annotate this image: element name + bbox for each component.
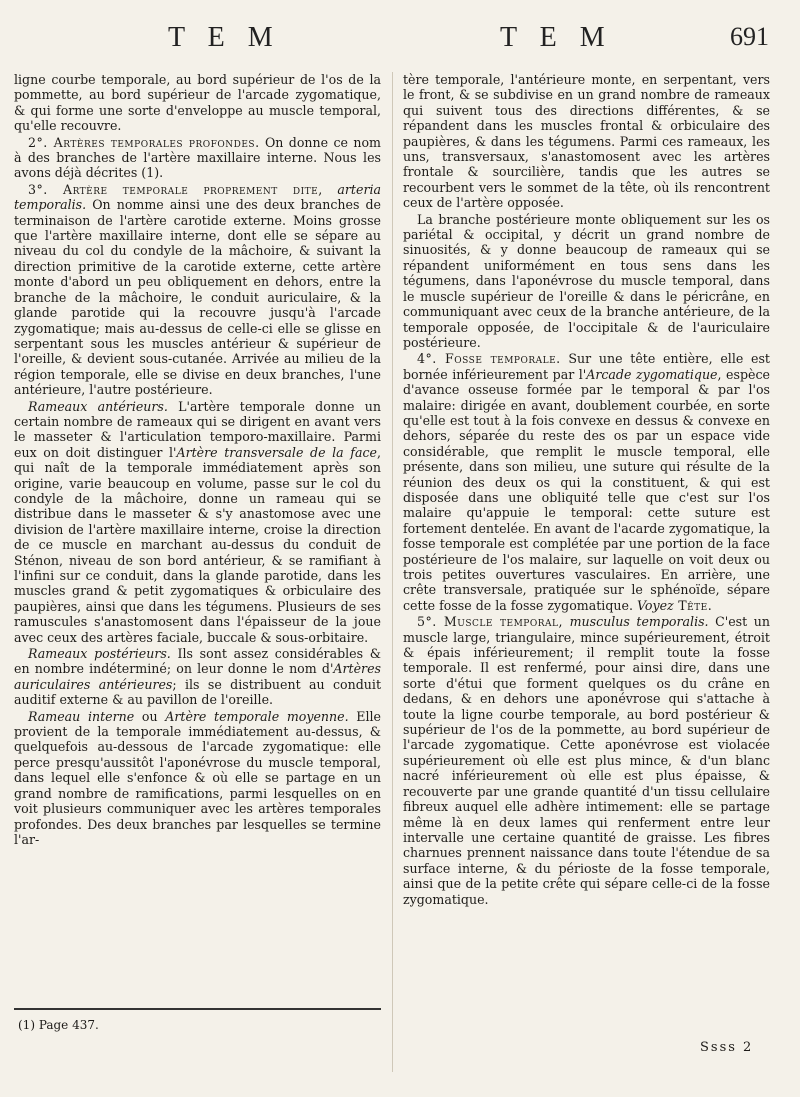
- footnote-rule: [14, 1008, 381, 1010]
- paragraph: 5°. Muscle temporal, musculus temporalis. C'est un muscle large, triangulaire, mince supérieurement, étroit & épais inférieurement; il remplit toute la fosse temporale. Il est renfermé, pour ainsi dire, dans une sorte d'étui que forment quelques os du crâne en dedans, & en dehors une aponévrose qui s'attache à toute la ligne courbe temporale, au bord postérieur & supérieur de l'os de la pommette, au bord supérieur de l'arcade zygomatique. Cette aponévrose est violacée supérieurement où elle est plus mince, & d'un blanc nacré inférieurement où elle est plus épaisse, & recouverte par une grande quantité d'un tissu cellulaire fibreux auquel elle adhère intimement: elle se partage même là en deux lames qui renferment entre leur intervalle une certaine quantité de graisse. Les fibres charnues prennent naissance dans toute l'étendue de sa surface interne, & du périoste de la fosse temporale, ainsi que de la petite crête qui sépare celle-ci de la fosse zygomatique.: [403, 614, 770, 907]
- subheading: Rameau interne: [28, 708, 135, 724]
- paragraph: ligne courbe temporale, au bord supérieur de l'os de la pommette, au bord supérieur de l'arcade zygomatique, & qui forme une sorte d'enveloppe au muscle temporal, qu'elle recouvre.: [14, 72, 381, 134]
- entry-heading: 4°. Fosse temporale.: [417, 351, 561, 367]
- paragraph: Rameaux antérieurs. L'artère temporale donne un certain nombre de rameaux qui se dirigent en avant vers le masseter & l'articulation temporo-maxillaire. Parmi eux on doit distinguer l'Artère transversale de la face, qui naît de la temporale immédiatement après son origine, varie beaucoup en volume, passe sur le col du condyle de la mâchoire, donne un rameau qui se distribue dans le masseter & s'y anastomose avec une division de l'artère maxillaire interne, croise la direction de ce muscle en marchant au-dessus du conduit de Sténon, niveau de son bord antérieur, & se ramifiant à l'infini sur ce conduit, dans la glande parotide, dans les muscles grand & petit zygomatiques & orbiculaire des paupières, ainsi que dans les tégumens. Plusieurs de ses ramuscules s'anastomosent dans l'épaisseur de la joue avec ceux des artères faciale, buccale & sous-orbitaire.: [14, 398, 381, 645]
- footnote: (1) Page 437.: [18, 1018, 99, 1032]
- left-column: [14, 72, 381, 848]
- paragraph: Rameaux postérieurs. Ils sont assez considérables & en nombre indéterminé; on leur donne le nom d'Artères auriculaires antérieures; ils se distribuent au conduit auditif externe & au pavillon de l'oreille.: [14, 646, 382, 708]
- running-head-right: T E M: [500, 22, 613, 53]
- signature-mark: Ssss 2: [700, 1040, 754, 1055]
- paragraph: tère temporale, l'antérieure monte, en serpentant, vers le front, & se subdivise en un grand nombre de rameaux qui suivent tous des directions différentes, & se répandent dans les muscles frontal & orbiculaire des paupières, & dans les tégumens. Parmi ces rameaux, les uns, transversaux, s'anastomosent avec les artères frontale & sourcilière, tandis que les autres se recourbent vers le sommet de la tête, où ils rencontrent ceux de l'artère opposée.: [403, 72, 770, 211]
- subheading: Rameaux antérieurs.: [28, 398, 168, 414]
- paragraph: Rameau interne ou Artère temporale moyenne. Elle provient de la temporale immédiatement au-dessus, & quelquefois au-dessous de l'arcade zygomatique: elle perce presqu'aussitôt l'aponévrose du muscle temporal, dans lequel elle s'enfonce & où elle se partage en un grand nombre de ramifications, parmi lesquelles on en voit plusieurs communiquer avec les artères temporales profondes. Des deux branches par lesquelles se termine l'ar-: [14, 708, 381, 847]
- column-divider: [392, 72, 393, 1072]
- entry-heading: 5°. Muscle temporal,: [417, 614, 563, 630]
- subheading: Rameaux postérieurs.: [28, 646, 171, 662]
- entry-heading: 2°. Artères temporales profondes.: [28, 134, 260, 150]
- entry-heading: 3°. Artère temporale proprement dite,: [28, 181, 323, 197]
- running-head-left: T E M: [168, 22, 281, 53]
- page-number: 691: [730, 22, 769, 51]
- right-column: [403, 72, 770, 908]
- paragraph: 3°. Artère temporale proprement dite, arteria temporalis. On nomme ainsi une des deux branches de terminaison de l'artère carotide externe. Moins grosse que l'artère maxillaire interne, dont elle se sépare au niveau du col du condyle de la mâchoire, & suivant la direction primitive de la carotide externe, cette artère monte d'abord un peu obliquement en dehors, entre la branche de la mâchoire, le conduit auriculaire, & la glande parotide qui la recouvre jusqu'à l'arcade zygomatique; mais au-dessus de celle-ci elle se glisse en serpentant sous les muscles antérieur & supérieur de l'oreille, & devient sous-cutanée. Arrivée au milieu de la région temporale, elle se divise en deux branches, l'une antérieure, l'autre postérieure.: [14, 181, 382, 398]
- paragraph: 4°. Fosse temporale. Sur une tête entière, elle est bornée inférieurement par l'Arcade zygomatique, espèce d'avance osseuse formée par le temporal & par l'os malaire: dirigée en avant, doublement courbée, en sorte qu'elle est tout à la fois convexe en dessus & convexe en dehors, séparée du reste des os par un espace vide considérable, que remplit le muscle temporal, elle présente, dans son milieu, une suture qui résulte de la réunion des deux os qui la constituent, & qui est disposée dans une obliquité telle que c'est sur l'os malaire qu'appuie le temporal: cette suture est fortement dentelée. En avant de l'acarde zygomatique, la fosse temporale est complétée par une portion de la face postérieure de l'os malaire, sur laquelle on voit deux ou trois petites ouvertures vasculaires. En arrière, une crête transversale, pratiquée sur le sphénoïde, sépare cette fosse de la fosse zygomatique. Voyez Tête.: [403, 351, 770, 613]
- paragraph: 2°. Artères temporales profondes. On donne ce nom à des branches de l'artère maxillaire interne. Nous les avons déjà décrites (1).: [14, 134, 381, 181]
- paragraph: La branche postérieure monte obliquement sur les os pariétal & occipital, y décrit un grand nombre de sinuosités, & y donne beaucoup de rameaux qui se répandent uniformément en tous sens dans les tégumens, dans l'aponévrose du muscle temporal, dans le muscle supérieur de l'oreille & dans le péricrâne, en communiquant avec ceux de la branche antérieure, de la temporale opposée, de l'occipitale & de l'auriculaire postérieure.: [403, 211, 770, 350]
